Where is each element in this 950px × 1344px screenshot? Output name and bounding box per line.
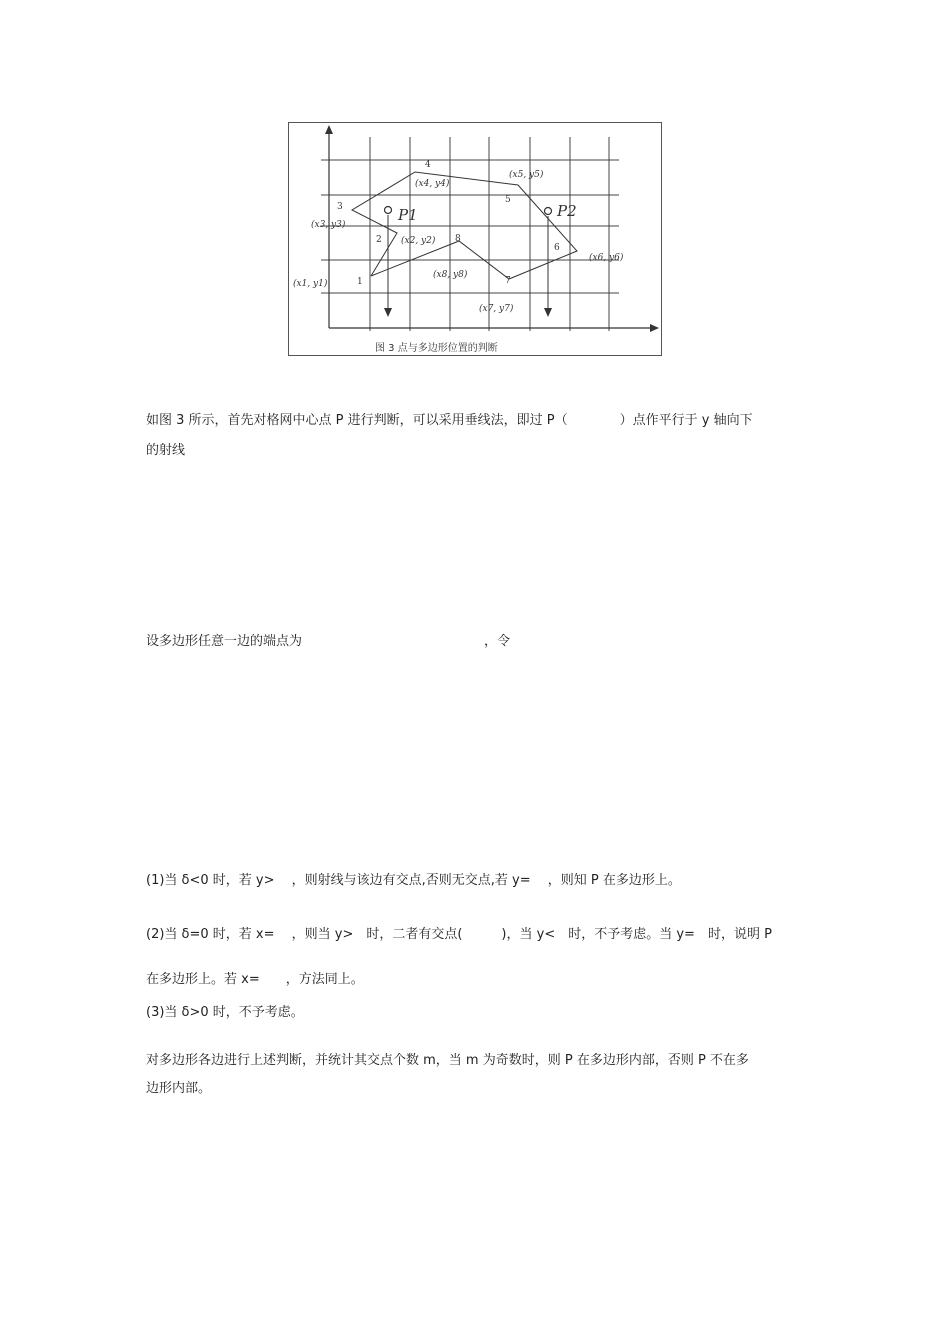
coord-label: (x2, y2) (401, 236, 436, 246)
coord-label: (x7, y7) (479, 304, 514, 314)
vertex-number: 4 (425, 160, 431, 170)
vertex-number: 8 (455, 234, 461, 244)
vertex-number: 5 (505, 195, 511, 205)
coord-label: (x6, y6) (589, 253, 624, 263)
paragraph-edge-endpoints: 设多边形任意一边的端点为 ，令 (146, 634, 511, 649)
paragraph-case-2-line1: (2)当 δ=0 时，若 x= ，则当 y> 时，二者有交点( )，当 y< 时，不予考虑。当 y= 时，说明 P (146, 927, 772, 942)
vertex-number: 1 (357, 277, 363, 287)
paragraph-intro-line1: 如图 3 所示，首先对格网中心点 P 进行判断，可以采用垂线法，即过 P（ ）点作平行于 y 轴向下 (146, 413, 753, 428)
grid-lines (321, 137, 619, 331)
p2-label: P2 (557, 202, 577, 220)
paragraph-case-3: (3)当 δ>0 时，不予考虑。 (146, 1005, 304, 1020)
figure-caption: 图 3 点与多边形位置的判断 (375, 343, 498, 354)
coord-label: (x1, y1) (293, 279, 328, 289)
paragraph-intro-line2: 的射线 (146, 443, 186, 458)
y-axis-arrow (325, 125, 333, 134)
figure-3 (288, 122, 662, 356)
paragraph-case-2-line2: 在多边形上。若 x= ，方法同上。 (146, 972, 364, 987)
paragraph-summary-line2: 边形内部。 (146, 1081, 212, 1096)
coord-label: (x4, y4) (415, 179, 450, 189)
paragraph-case-1: (1)当 δ<0 时，若 y> ，则射线与该边有交点,否则无交点,若 y= ，则知 P 在多边形上。 (146, 873, 681, 888)
vertex-number: 3 (337, 202, 343, 212)
vertex-number: 6 (554, 243, 560, 253)
paragraph-summary-line1: 对多边形各边进行上述判断，并统计其交点个数 m，当 m 为奇数时，则 P 在多边形内部，否则 P 不在多 (146, 1053, 749, 1068)
axes (329, 131, 653, 328)
x-axis-arrow (650, 324, 659, 332)
polygon-diagram (289, 123, 663, 357)
p1-label: P1 (398, 206, 418, 224)
coord-label: (x5, y5) (509, 170, 544, 180)
coord-label: (x3, y3) (311, 220, 346, 230)
vertex-number: 2 (376, 235, 382, 245)
coord-label: (x8, y8) (433, 270, 468, 280)
p1-point (384, 207, 392, 318)
vertex-number: 7 (505, 276, 511, 286)
